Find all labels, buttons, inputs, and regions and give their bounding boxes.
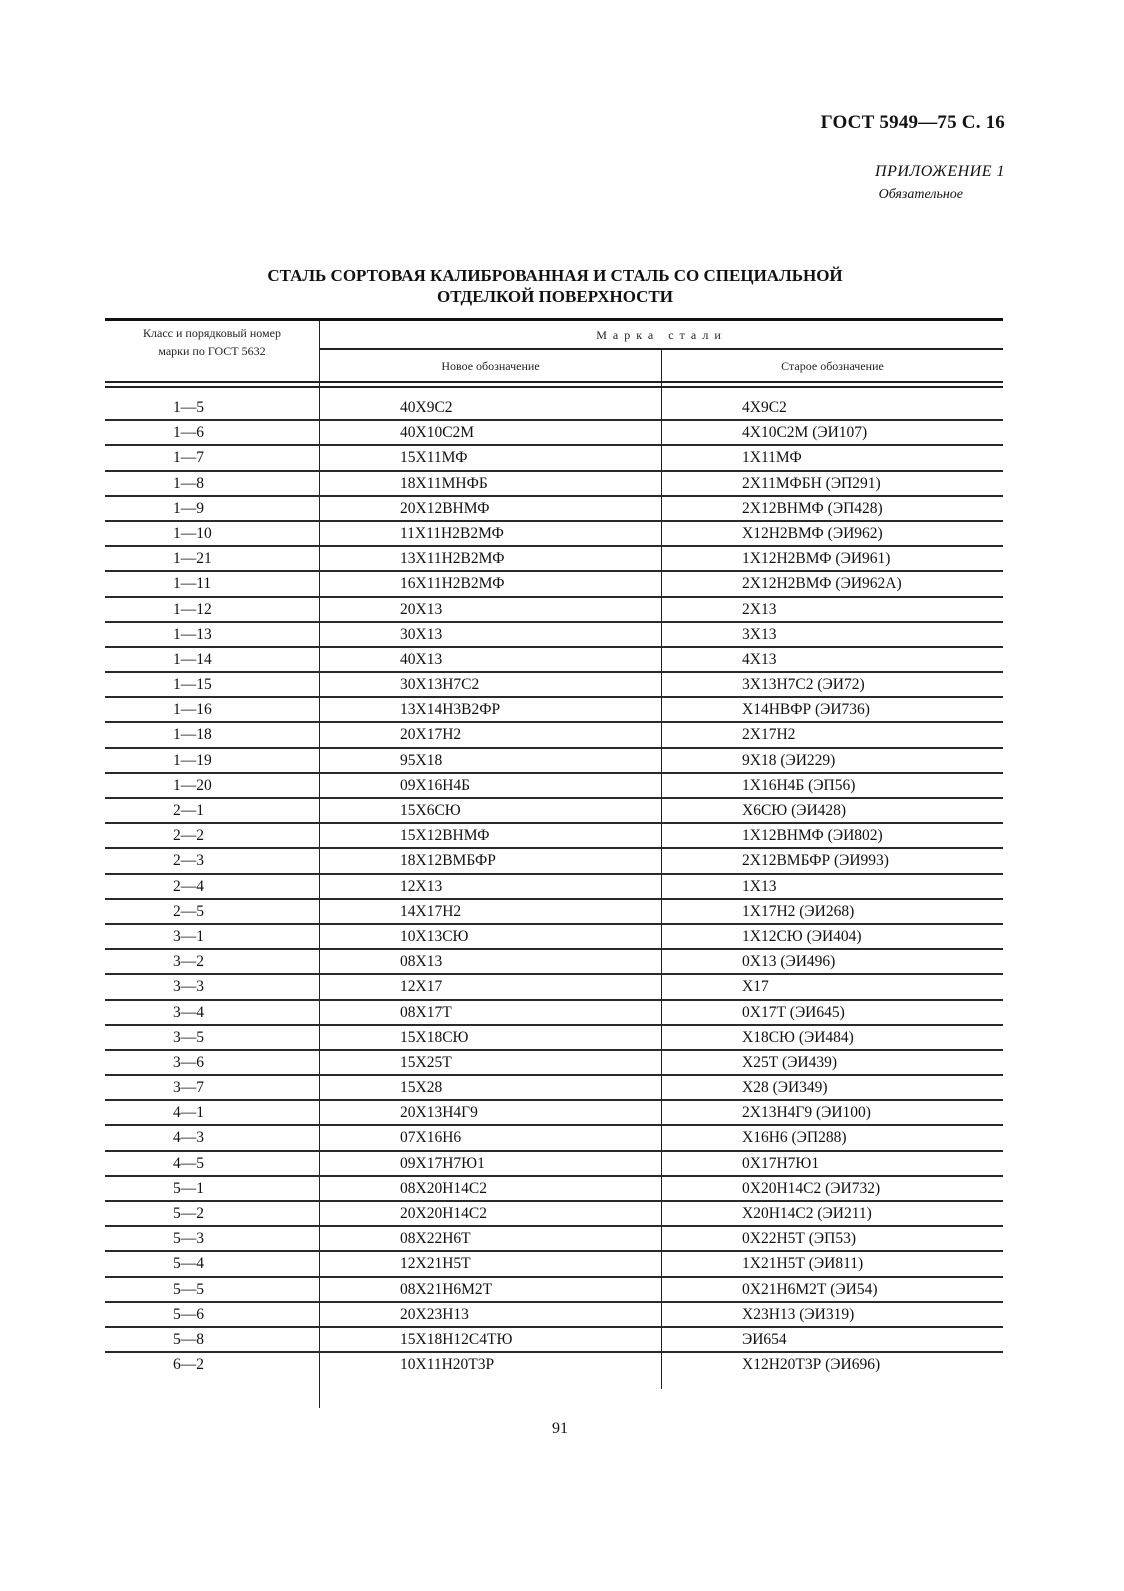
new-designation-cell: 30Х13 xyxy=(400,625,443,643)
appendix-status: Обязательное xyxy=(878,187,963,202)
table-row xyxy=(105,1101,1003,1126)
table-row xyxy=(105,572,1003,597)
header-bottom-rule-2 xyxy=(105,386,1003,388)
class-number-cell: 1—13 xyxy=(173,625,212,643)
table-row xyxy=(105,1303,1003,1328)
header-steel-grade: Марка стали xyxy=(596,328,727,342)
class-number-cell: 1—10 xyxy=(173,524,212,542)
table-row xyxy=(105,421,1003,446)
table-row xyxy=(105,547,1003,572)
class-number-cell: 1—18 xyxy=(173,726,212,744)
class-number-cell: 4—1 xyxy=(173,1104,204,1122)
old-designation-cell: 1Х13 xyxy=(742,877,777,895)
old-designation-cell: 1Х17Н2 (ЭИ268) xyxy=(742,902,855,920)
class-number-cell: 6—2 xyxy=(173,1356,204,1374)
table-row xyxy=(105,1001,1003,1026)
title-line-1: СТАЛЬ СОРТОВАЯ КАЛИБРОВАННАЯ И СТАЛЬ СО СПЕЦИАЛЬНОЙ xyxy=(267,266,843,285)
new-designation-cell: 15Х12ВНМФ xyxy=(400,827,490,845)
class-number-cell: 1—16 xyxy=(173,701,212,719)
table-row xyxy=(105,1026,1003,1051)
old-designation-cell: 4Х9С2 xyxy=(742,399,787,416)
class-number-cell: 3—5 xyxy=(173,1028,204,1046)
class-number-cell: 3—2 xyxy=(173,953,204,971)
old-designation-cell: Х6СЮ (ЭИ428) xyxy=(742,802,847,819)
header-new-designation: Новое обозначение xyxy=(441,359,540,373)
new-designation-cell: 18Х12ВМБФР xyxy=(400,852,496,870)
new-designation-cell: 15Х6СЮ xyxy=(400,802,461,819)
new-designation-cell: 09Х16Н4Б xyxy=(400,776,471,794)
new-designation-cell: 16Х11Н2В2МФ xyxy=(400,575,505,593)
table-row xyxy=(105,749,1003,774)
old-designation-cell: 0Х20Н14С2 (ЭИ732) xyxy=(742,1179,881,1197)
table-row xyxy=(105,1278,1003,1303)
appendix-label: ПРИЛОЖЕНИЕ 1 xyxy=(875,163,1005,180)
page-number: 91 xyxy=(552,1420,568,1437)
class-number-cell: 1—21 xyxy=(173,550,212,568)
old-designation-cell: Х28 (ЭИ349) xyxy=(742,1079,828,1097)
class-number-cell: 2—2 xyxy=(173,827,204,845)
class-number-cell: 4—3 xyxy=(173,1129,204,1147)
old-designation-cell: 3Х13Н7С2 (ЭИ72) xyxy=(742,676,865,694)
class-number-cell: 5—5 xyxy=(173,1280,204,1298)
new-designation-cell: 08Х22Н6Т xyxy=(400,1230,471,1248)
table-row xyxy=(105,824,1003,849)
old-designation-cell: 1Х12Н2ВМФ (ЭИ961) xyxy=(742,550,891,568)
class-number-cell: 1—12 xyxy=(173,600,212,618)
class-number-cell: 3—6 xyxy=(173,1053,204,1071)
old-designation-cell: Х17 xyxy=(742,978,769,996)
new-designation-cell: 08Х13 xyxy=(400,953,443,971)
table-row xyxy=(105,1152,1003,1177)
table-row xyxy=(105,723,1003,748)
old-designation-cell: 4Х10С2М (ЭИ107) xyxy=(742,424,868,442)
old-designation-cell: 1Х11МФ xyxy=(742,449,802,467)
header-class-number xyxy=(105,324,319,360)
table-row xyxy=(105,799,1003,824)
table-row xyxy=(105,1353,1003,1378)
new-designation-cell: 14Х17Н2 xyxy=(400,902,462,920)
class-number-cell: 5—4 xyxy=(173,1255,204,1273)
class-number-cell: 1—7 xyxy=(173,449,204,467)
old-designation-cell: 1Х21Н5Т (ЭИ811) xyxy=(742,1255,864,1273)
new-designation-cell: 18Х11МНФБ xyxy=(400,474,488,492)
new-designation-cell: 40Х13 xyxy=(400,650,443,668)
new-designation-cell: 15Х28 xyxy=(400,1079,443,1097)
table-row xyxy=(105,472,1003,497)
table-row xyxy=(105,925,1003,950)
old-designation-cell: Х16Н6 (ЭП288) xyxy=(742,1129,847,1147)
class-number-cell: 5—3 xyxy=(173,1230,204,1248)
table-row xyxy=(105,673,1003,698)
class-number-cell: 5—2 xyxy=(173,1205,204,1222)
new-designation-cell: 12Х21Н5Т xyxy=(400,1255,471,1273)
title-line-2: ОТДЕЛКОЙ ПОВЕРХНОСТИ xyxy=(437,287,673,306)
new-designation-cell: 20Х12ВНМФ xyxy=(400,499,490,517)
table-row xyxy=(105,1177,1003,1202)
new-designation-cell: 10Х13СЮ xyxy=(400,927,469,945)
table-row xyxy=(105,849,1003,874)
header-bottom-rule-1 xyxy=(105,381,1003,383)
class-number-cell: 1—14 xyxy=(173,650,212,668)
old-designation-cell: 9Х18 (ЭИ229) xyxy=(742,751,836,769)
old-designation-cell: 1Х12ВНМФ (ЭИ802) xyxy=(742,827,883,845)
old-designation-cell: Х14НВФР (ЭИ736) xyxy=(742,701,870,719)
table-row xyxy=(105,522,1003,547)
new-designation-cell: 20Х13Н4Г9 xyxy=(400,1104,478,1122)
standard-page-header: ГОСТ 5949—75 С. 16 xyxy=(820,112,1005,133)
table-row xyxy=(105,1051,1003,1076)
old-designation-cell: 0Х22Н5Т (ЭП53) xyxy=(742,1230,856,1248)
new-designation-cell: 15Х11МФ xyxy=(400,449,468,467)
class-number-cell: 1—19 xyxy=(173,751,212,769)
table-row xyxy=(105,698,1003,723)
table-row xyxy=(105,1252,1003,1277)
table-row xyxy=(105,648,1003,673)
class-number-cell: 2—1 xyxy=(173,802,204,819)
new-designation-cell: 08Х21Н6М2Т xyxy=(400,1280,493,1298)
class-number-cell: 5—6 xyxy=(173,1305,204,1323)
old-designation-cell: 1Х16Н4Б (ЭП56) xyxy=(742,776,856,794)
table-row xyxy=(105,1076,1003,1101)
new-designation-cell: 12Х17 xyxy=(400,978,443,996)
class-number-cell: 1—5 xyxy=(173,399,204,416)
old-designation-cell: 0Х13 (ЭИ496) xyxy=(742,953,836,971)
old-designation-cell: 2Х12ВНМФ (ЭП428) xyxy=(742,499,883,517)
new-designation-cell: 40Х9С2 xyxy=(400,399,453,416)
table-row xyxy=(105,975,1003,1000)
old-designation-cell: 3Х13 xyxy=(742,625,777,643)
new-designation-cell: 30Х13Н7С2 xyxy=(400,676,480,694)
class-number-cell: 2—5 xyxy=(173,902,204,920)
class-number-cell: 3—1 xyxy=(173,927,204,945)
new-designation-cell: 13Х11Н2В2МФ xyxy=(400,550,505,568)
old-designation-cell: 0Х17Т (ЭИ645) xyxy=(742,1003,845,1021)
new-designation-cell: 12Х13 xyxy=(400,877,443,895)
old-designation-cell: ЭИ654 xyxy=(742,1330,787,1348)
new-designation-cell: 95Х18 xyxy=(400,751,443,769)
new-designation-cell: 10Х11Н20Т3Р xyxy=(400,1356,495,1374)
class-number-cell: 3—4 xyxy=(173,1003,204,1021)
header-class-line-2: марки по ГОСТ 5632 xyxy=(158,344,266,358)
old-designation-cell: 4Х13 xyxy=(742,650,777,668)
table-row xyxy=(105,1328,1003,1353)
table-row xyxy=(105,598,1003,623)
new-designation-cell: 07Х16Н6 xyxy=(400,1129,462,1147)
old-designation-cell: 2Х13 xyxy=(742,600,777,618)
table-top-rule xyxy=(105,318,1003,321)
new-designation-cell: 15Х18СЮ xyxy=(400,1028,469,1046)
old-designation-cell: Х12Н20Т3Р (ЭИ696) xyxy=(742,1356,881,1374)
class-number-cell: 5—8 xyxy=(173,1330,204,1348)
old-designation-cell: Х25Т (ЭИ439) xyxy=(742,1053,838,1071)
class-number-cell: 3—3 xyxy=(173,978,204,996)
class-number-cell: 2—4 xyxy=(173,877,204,895)
old-designation-cell: Х23Н13 (ЭИ319) xyxy=(742,1305,855,1323)
table-row xyxy=(105,1126,1003,1151)
class-number-cell: 1—9 xyxy=(173,499,204,517)
old-designation-cell: 0Х17Н7Ю1 xyxy=(742,1154,820,1172)
table-row xyxy=(105,446,1003,471)
class-number-cell: 1—15 xyxy=(173,676,212,694)
new-designation-cell: 13Х14Н3В2ФР xyxy=(400,701,501,719)
table-row xyxy=(105,396,1003,421)
new-designation-cell: 20Х13 xyxy=(400,600,443,618)
new-designation-cell: 08Х20Н14С2 xyxy=(400,1179,487,1197)
old-designation-cell: 1Х12СЮ (ЭИ404) xyxy=(742,927,862,945)
table-body xyxy=(105,396,1003,1378)
class-number-cell: 1—6 xyxy=(173,424,204,442)
old-designation-cell: 2Х11МФБН (ЭП291) xyxy=(742,474,881,492)
table-row xyxy=(105,875,1003,900)
class-number-cell: 1—11 xyxy=(173,575,212,593)
old-designation-cell: 2Х12ВМБФР (ЭИ993) xyxy=(742,852,889,870)
old-designation-cell: 2Х17Н2 xyxy=(742,726,796,744)
table-row xyxy=(105,900,1003,925)
table-row xyxy=(105,497,1003,522)
new-designation-cell: 40Х10С2М xyxy=(400,424,475,442)
class-number-cell: 2—3 xyxy=(173,852,204,870)
new-designation-cell: 08Х17Т xyxy=(400,1003,452,1021)
table-row xyxy=(105,1227,1003,1252)
old-designation-cell: 0Х21Н6М2Т (ЭИ54) xyxy=(742,1280,878,1298)
old-designation-cell: 2Х13Н4Г9 (ЭИ100) xyxy=(742,1104,871,1122)
old-designation-cell: 2Х12Н2ВМФ (ЭИ962А) xyxy=(742,575,902,593)
new-designation-cell: 20Х17Н2 xyxy=(400,726,462,744)
new-designation-cell: 15Х18Н12С4ТЮ xyxy=(400,1330,513,1348)
new-designation-cell: 09Х17Н7Ю1 xyxy=(400,1154,485,1172)
new-designation-cell: 15Х25Т xyxy=(400,1053,452,1071)
document-title xyxy=(200,265,910,307)
header-old-designation: Старое обозначение xyxy=(781,359,884,373)
old-designation-cell: Х18СЮ (ЭИ484) xyxy=(742,1028,854,1046)
class-number-cell: 1—8 xyxy=(173,474,204,492)
header-class-line-1: Класс и порядковый номер xyxy=(143,326,281,340)
old-designation-cell: Х20Н14С2 (ЭИ211) xyxy=(742,1205,872,1222)
class-number-cell: 1—20 xyxy=(173,776,212,794)
class-number-cell: 5—1 xyxy=(173,1179,204,1197)
new-designation-cell: 20Х23Н13 xyxy=(400,1305,469,1323)
new-designation-cell: 20Х20Н14С2 xyxy=(400,1205,487,1222)
table-row xyxy=(105,1202,1003,1227)
old-designation-cell: Х12Н2ВМФ (ЭИ962) xyxy=(742,524,883,542)
table-row xyxy=(105,950,1003,975)
table-row xyxy=(105,774,1003,799)
table-row xyxy=(105,623,1003,648)
class-number-cell: 4—5 xyxy=(173,1154,204,1172)
new-designation-cell: 11Х11Н2В2МФ xyxy=(400,524,504,542)
class-number-cell: 3—7 xyxy=(173,1079,204,1097)
